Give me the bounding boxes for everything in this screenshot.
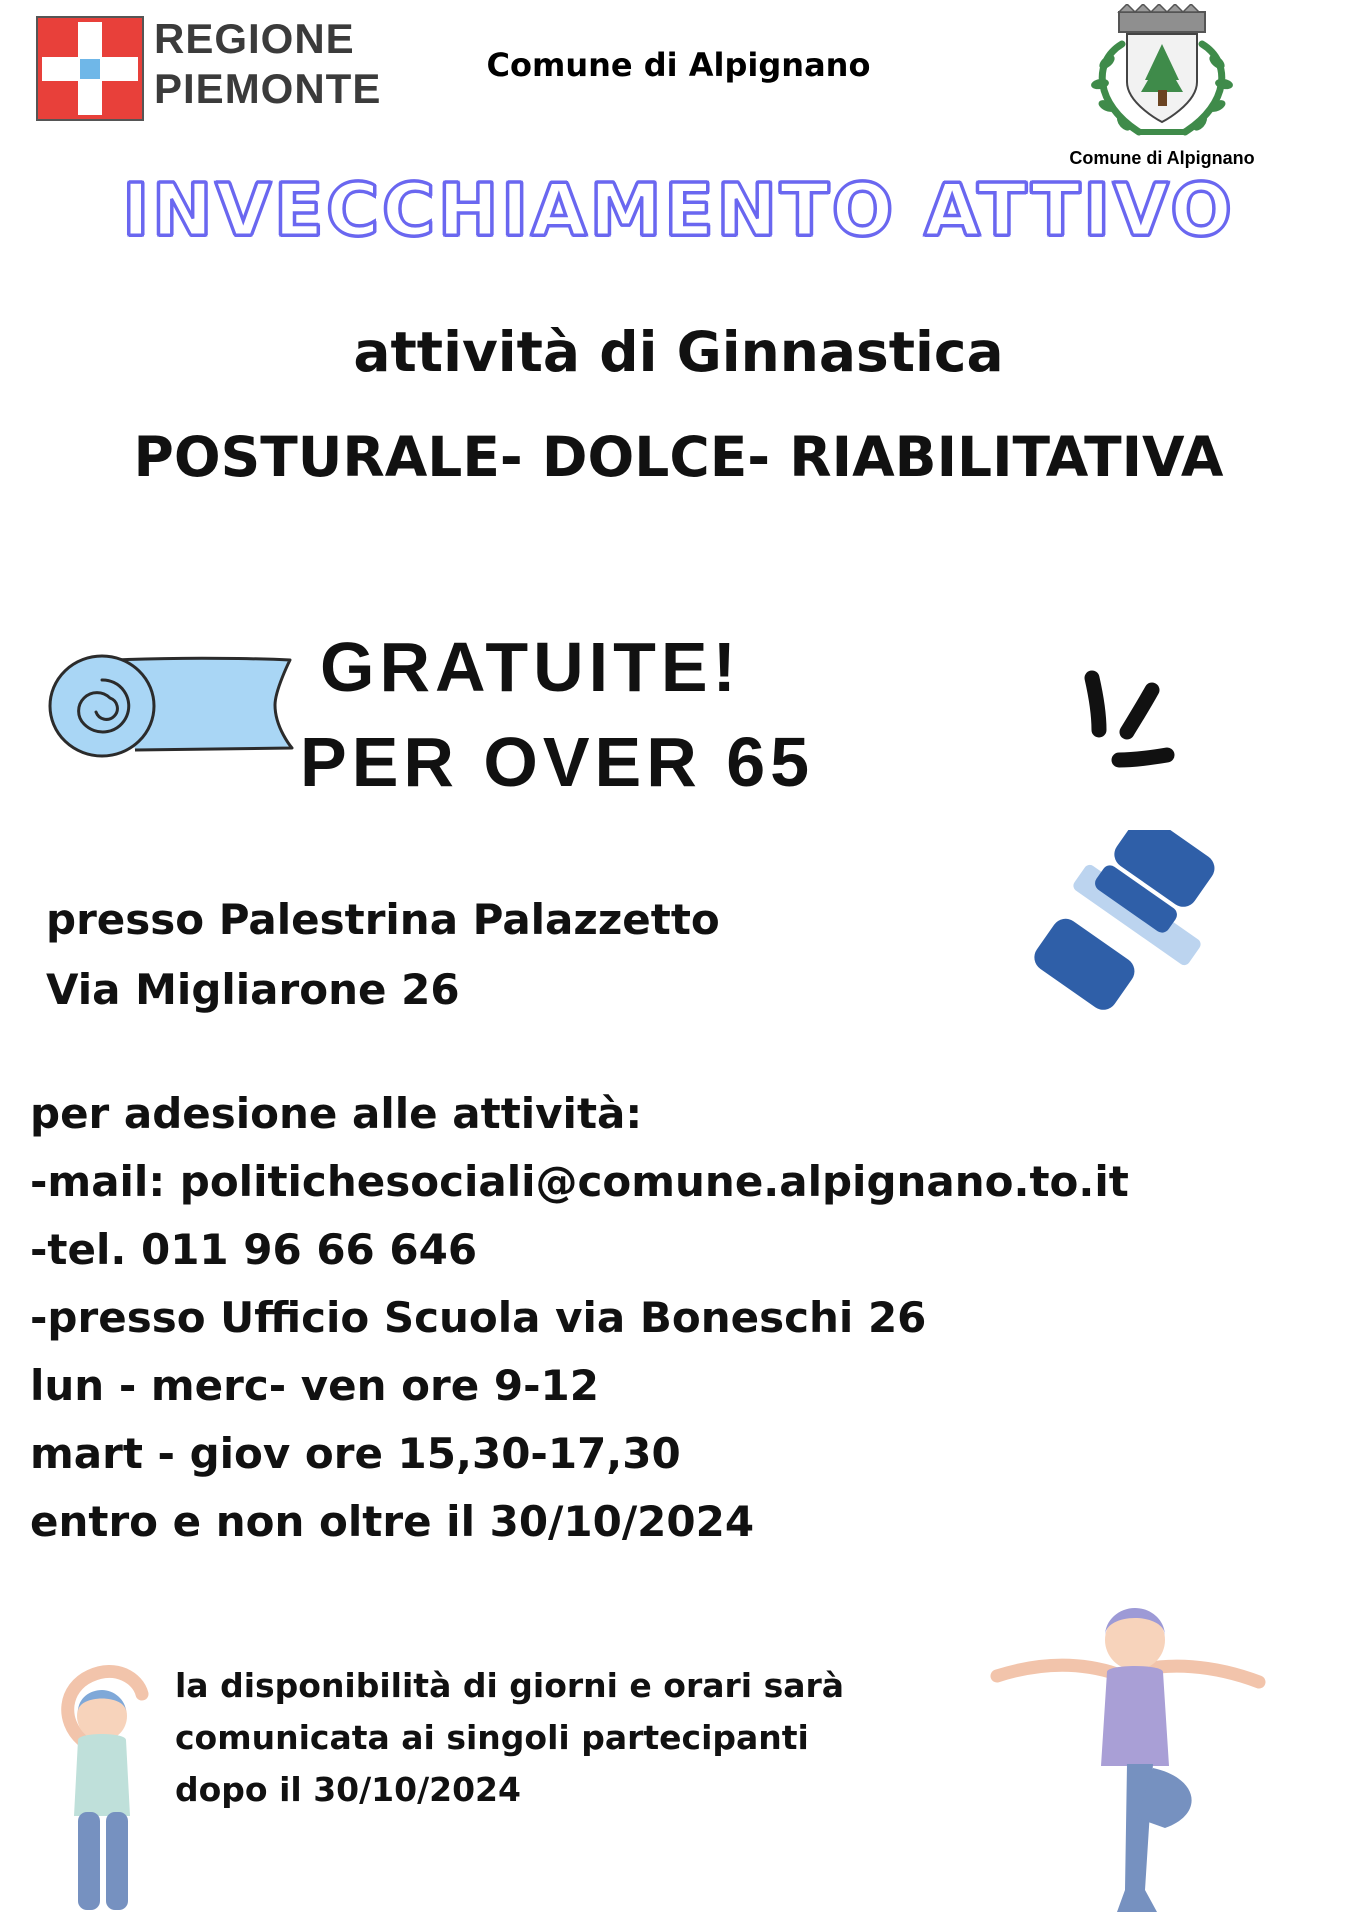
deadline: entro e non oltre il 30/10/2024: [30, 1497, 755, 1546]
yoga-mat-icon: [40, 650, 320, 780]
contacts-block: [30, 1080, 1350, 1556]
free-for-over65-block: [300, 620, 1100, 810]
coat-of-arms-icon: [1067, 4, 1257, 154]
availability-note-line-1: la disponibilità di giorni e orari sarà: [175, 1666, 845, 1705]
regione-wordmark-line2: PIEMONTE: [154, 65, 382, 112]
contact-email[interactable]: -mail: politichesociali@comune.alpignano.to.it: [30, 1157, 1129, 1206]
poster-header: [0, 0, 1357, 180]
venue-line-1: presso Palestrina Palazzetto: [46, 895, 720, 944]
dumbbell-icon: [1007, 830, 1267, 1030]
venue-block: [46, 885, 946, 1025]
availability-note: [175, 1660, 995, 1816]
contacts-heading: per adesione alle attività:: [30, 1089, 643, 1138]
regione-wordmark-line1: REGIONE: [154, 15, 355, 62]
subtitle-activity-types: POSTURALE- DOLCE- RIABILITATIVA: [133, 425, 1224, 489]
comune-title: Comune di Alpignano: [486, 46, 871, 84]
contact-phone[interactable]: -tel. 011 96 66 646: [30, 1225, 478, 1274]
subtitle-activity: attività di Ginnastica: [353, 320, 1004, 384]
person-yoga-tree-pose-icon: [967, 1590, 1297, 1920]
coat-of-arms-caption: Comune di Alpignano: [1069, 148, 1255, 168]
regione-flag-center-dot: [80, 59, 100, 79]
office-hours-1: lun - merc- ven ore 9-12: [30, 1361, 599, 1410]
contact-office: -presso Ufficio Scuola via Boneschi 26: [30, 1293, 927, 1342]
page-title: INVECCHIAMENTO ATTIVO: [122, 168, 1235, 252]
free-label: GRATUITE!: [320, 628, 741, 706]
venue-line-2: Via Migliarone 26: [46, 965, 460, 1014]
availability-note-line-3: dopo il 30/10/2024: [175, 1770, 521, 1809]
availability-note-line-2: comunicata ai singoli partecipanti: [175, 1718, 809, 1757]
over65-label: PER OVER 65: [300, 723, 815, 801]
office-hours-2: mart - giov ore 15,30-17,30: [30, 1429, 681, 1478]
